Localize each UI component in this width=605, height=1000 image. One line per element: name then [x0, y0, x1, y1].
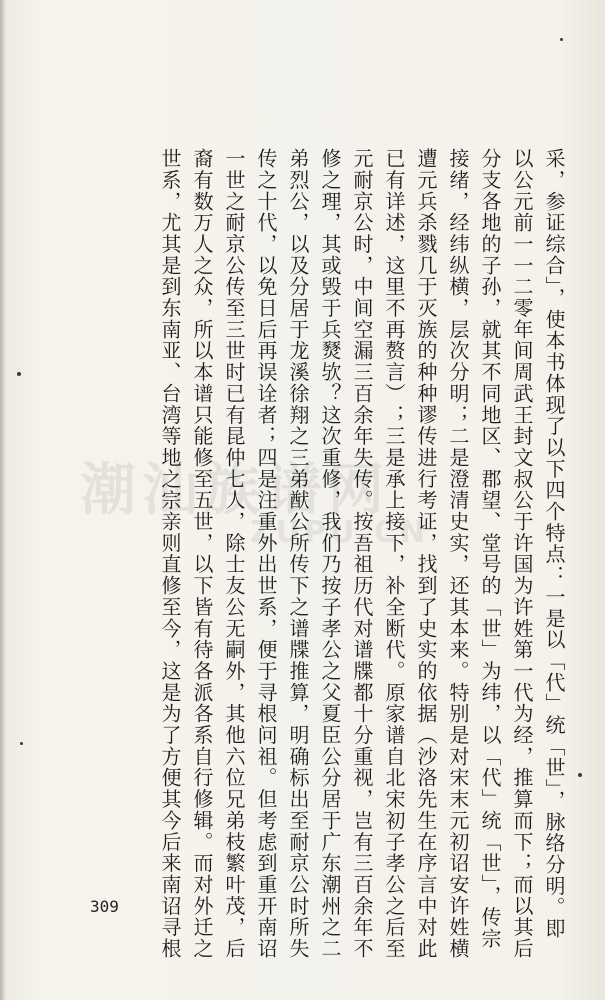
text-column-8: 修之理，其或毁于兵燹欤？这次重修，我们乃按子孝公之父夏臣公分居于广东潮州之二 [318, 148, 342, 960]
ink-speck [17, 372, 21, 376]
text-column-11: 一世之耐京公传至三世时已有昆仲七人，除士友公无嗣外，其他六位兄弟枝繁叶茂，后 [222, 148, 246, 960]
text-column-12: 裔有数万人之众，所以本谱只能修至五世，以下皆有待各派各系自行修辑。而对外迁之 [190, 148, 214, 960]
text-column-6: 已有详述，这里不再赘言）；三是承上接下，补全断代。原家谱自北宋初子孝公之后至 [382, 148, 406, 960]
text-column-1: 采，参证综合」，使本书体现了以下四个特点：一是以「代」统「世」，脉络分明。即 [542, 148, 566, 940]
text-column-3: 分支各地的子孙，就其不同地区、郡望、堂号的「世」为纬，以「代」统「世」，传宗 [478, 148, 502, 950]
text-column-9: 弟烈公，以及分居于龙溪徐翔之三弟猷公所传下之谱牒推算，明确标出至耐京公时所失 [286, 148, 310, 960]
watermark: 潮汕族谱网 [80, 458, 390, 523]
watermark-url: ZUPU.CN [250, 515, 429, 550]
ink-speck [578, 773, 582, 777]
ink-speck [20, 742, 23, 745]
text-column-4: 接绪，经纬纵横，层次分明；二是澄清史实，还其本来。特别是对宋末元初诏安许姓横 [446, 148, 470, 960]
text-column-2: 以公元前一一二零年间周武王封文叔公于许国为许姓第一代为经，推算而下；而以其后 [510, 148, 534, 960]
text-column-13: 世系，尤其是到东南亚、台湾等地之宗亲则直修至今，这是为了方便其今后来南诏寻根 [158, 148, 182, 960]
text-column-5: 遭元兵杀戮几于灭族的种种谬传进行考证，找到了史实的依据（沙洛先生在序言中对此 [414, 148, 438, 960]
page-number: 309 [90, 897, 119, 916]
ink-speck [560, 38, 563, 41]
page-edge-shadow [0, 0, 6, 1000]
text-column-7: 元耐京公时，中间空漏三百余年失传。按吾祖历代对谱牒都十分重视，岂有三百余年不 [350, 148, 374, 960]
text-column-10: 传之十代，以免日后再误诠者；四是注重外出世系，便于寻根问祖。但考虑到重开南诏 [254, 148, 278, 960]
